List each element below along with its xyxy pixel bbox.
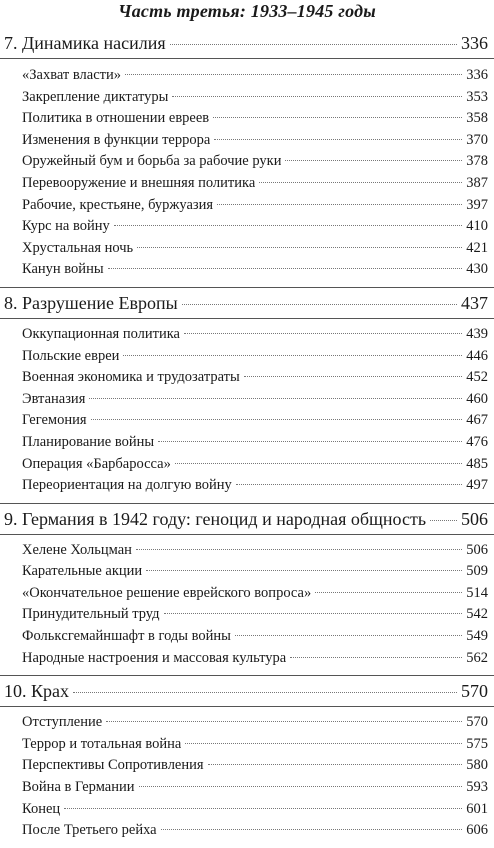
dot-leader xyxy=(214,139,462,140)
section-title: Изменения в функции террора xyxy=(22,131,211,148)
section-page-number: 542 xyxy=(466,606,488,623)
section-entry[interactable] xyxy=(0,626,494,648)
section-entry[interactable] xyxy=(0,410,494,432)
dot-leader xyxy=(217,204,462,205)
part-title: Часть третья: 1933–1945 годы xyxy=(118,1,376,21)
section-title: Переориентация на долгую войну xyxy=(22,477,232,494)
dot-leader xyxy=(213,117,462,118)
chapter-title: 7. Динамика насилия xyxy=(4,33,166,53)
section-list xyxy=(0,535,494,676)
section-title: «Окончательное решение еврейского вопроса» xyxy=(22,584,312,601)
section-entry[interactable] xyxy=(0,324,494,346)
section-entry[interactable] xyxy=(0,367,494,389)
section-list xyxy=(0,319,494,503)
section-page-number: 575 xyxy=(466,735,488,752)
section-title: Террор и тотальная война xyxy=(22,735,182,752)
dot-leader xyxy=(137,247,462,248)
section-entry[interactable] xyxy=(0,454,494,476)
section-entry[interactable] xyxy=(0,712,494,734)
section-entry[interactable] xyxy=(0,583,494,605)
section-page-number: 506 xyxy=(466,541,488,558)
section-entry[interactable] xyxy=(0,108,494,130)
dot-leader xyxy=(106,721,462,722)
section-page-number: 593 xyxy=(466,779,488,796)
section-entry[interactable] xyxy=(0,799,494,821)
section-title: Хелене Хольцман xyxy=(22,541,132,558)
section-entry[interactable] xyxy=(0,777,494,799)
table-of-contents xyxy=(0,28,494,848)
section-title: Перевооружение и внешняя политика xyxy=(22,174,256,191)
section-title: Народные настроения и массовая культура xyxy=(22,649,287,666)
chapter-page-number: 336 xyxy=(461,33,488,53)
chapter-block xyxy=(0,28,494,288)
dot-leader xyxy=(175,463,462,464)
section-page-number: 452 xyxy=(466,369,488,386)
section-page-number: 378 xyxy=(466,153,488,170)
section-title: Перспективы Сопротивления xyxy=(22,757,204,774)
dot-leader xyxy=(244,376,463,377)
chapter-entry[interactable] xyxy=(0,28,494,59)
section-title: Гегемония xyxy=(22,412,87,429)
section-title: Канун войны xyxy=(22,261,104,278)
dot-leader xyxy=(315,592,462,593)
chapter-entry[interactable] xyxy=(0,504,494,535)
section-title: Отступление xyxy=(22,714,103,731)
section-page-number: 336 xyxy=(466,67,488,83)
chapter-block xyxy=(0,676,494,848)
section-page-number: 509 xyxy=(466,563,488,580)
chapter-title: 8. Разрушение Европы xyxy=(4,292,178,313)
section-entry[interactable] xyxy=(0,561,494,583)
dot-leader xyxy=(114,225,463,226)
chapter-entry[interactable] xyxy=(0,676,494,707)
section-page-number: 410 xyxy=(466,218,488,235)
dot-leader xyxy=(136,549,462,550)
dot-leader xyxy=(125,74,462,75)
section-title: Закрепление диктатуры xyxy=(22,88,169,105)
section-entry[interactable] xyxy=(0,238,494,260)
dot-leader xyxy=(290,657,462,658)
section-entry[interactable] xyxy=(0,216,494,238)
section-entry[interactable] xyxy=(0,648,494,670)
dot-leader xyxy=(73,692,457,693)
dot-leader xyxy=(235,635,462,636)
section-page-number: 606 xyxy=(466,822,488,839)
section-title: Рабочие, крестьяне, буржуазия xyxy=(22,196,214,213)
dot-leader xyxy=(430,520,457,521)
section-page-number: 353 xyxy=(466,88,488,105)
dot-leader xyxy=(184,333,462,334)
chapter-block xyxy=(0,288,494,504)
chapter-page-number: 570 xyxy=(461,681,488,702)
section-page-number: 397 xyxy=(466,196,488,213)
section-title: Принудительный труд xyxy=(22,606,160,623)
section-entry[interactable] xyxy=(0,820,494,842)
chapter-title: 9. Германия в 1942 году: геноцид и народная общность xyxy=(4,508,427,529)
dot-leader xyxy=(185,743,462,744)
section-title: Эвтаназия xyxy=(22,390,86,407)
dot-leader xyxy=(285,160,462,161)
section-entry[interactable] xyxy=(0,540,494,562)
section-entry[interactable] xyxy=(0,389,494,411)
section-entry[interactable] xyxy=(0,755,494,777)
section-entry[interactable] xyxy=(0,346,494,368)
dot-leader xyxy=(161,829,463,830)
section-page-number: 446 xyxy=(466,347,488,364)
section-page-number: 358 xyxy=(466,110,488,127)
section-title: После Третьего рейха xyxy=(22,822,157,839)
section-entry[interactable] xyxy=(0,475,494,497)
section-page-number: 570 xyxy=(466,714,488,731)
dot-leader xyxy=(182,304,457,305)
section-entry[interactable] xyxy=(0,734,494,756)
chapter-page-number: 506 xyxy=(461,508,488,529)
section-page-number: 370 xyxy=(466,131,488,148)
section-page-number: 421 xyxy=(466,239,488,256)
dot-leader xyxy=(123,355,462,356)
section-title: Война в Германии xyxy=(22,779,135,796)
section-page-number: 467 xyxy=(466,412,488,429)
chapter-title: 10. Крах xyxy=(4,681,69,702)
dot-leader xyxy=(64,808,462,809)
section-page-number: 514 xyxy=(466,584,488,601)
dot-leader xyxy=(164,613,463,614)
chapter-page-number: 437 xyxy=(461,292,488,313)
section-title: Политика в отношении евреев xyxy=(22,110,210,127)
section-page-number: 476 xyxy=(466,433,488,450)
section-entry[interactable] xyxy=(0,87,494,109)
section-title: Фолькcгемайншафт в годы войны xyxy=(22,628,231,645)
chapter-entry[interactable] xyxy=(0,288,494,319)
dot-leader xyxy=(89,398,462,399)
section-entry[interactable] xyxy=(0,151,494,173)
section-title: Оккупационная политика xyxy=(22,325,180,342)
dot-leader xyxy=(91,419,463,420)
dot-leader xyxy=(236,484,463,485)
section-entry[interactable] xyxy=(0,259,494,281)
section-page-number: 485 xyxy=(466,455,488,472)
section-page-number: 387 xyxy=(466,174,488,191)
section-entry[interactable] xyxy=(0,130,494,152)
section-title: Операция «Барбаросса» xyxy=(22,455,171,472)
section-page-number: 430 xyxy=(466,261,488,278)
section-page-number: 580 xyxy=(466,757,488,774)
dot-leader xyxy=(139,786,463,787)
section-title: Военная экономика и трудозатраты xyxy=(22,369,240,386)
section-page-number: 601 xyxy=(466,800,488,817)
section-entry[interactable] xyxy=(0,173,494,195)
dot-leader xyxy=(259,182,462,183)
section-list xyxy=(0,707,494,848)
section-title: Хрустальная ночь xyxy=(22,239,134,256)
dot-leader xyxy=(158,441,462,442)
section-title: Планирование войны xyxy=(22,433,155,450)
section-entry[interactable] xyxy=(0,195,494,217)
dot-leader xyxy=(170,44,457,45)
section-page-number: 497 xyxy=(466,477,488,494)
section-entry[interactable] xyxy=(0,65,494,87)
dot-leader xyxy=(146,570,462,571)
section-page-number: 439 xyxy=(466,325,488,342)
dot-leader xyxy=(172,96,462,97)
section-title: Карательные акции xyxy=(22,563,143,580)
section-title: Польские евреи xyxy=(22,347,120,364)
section-title: Курс на войну xyxy=(22,218,110,235)
section-title: Оружейный бум и борьба за рабочие руки xyxy=(22,153,282,170)
section-list xyxy=(0,59,494,287)
dot-leader xyxy=(208,764,463,765)
section-entry[interactable] xyxy=(0,604,494,626)
section-page-number: 562 xyxy=(466,649,488,666)
section-entry[interactable] xyxy=(0,432,494,454)
section-page-number: 460 xyxy=(466,390,488,407)
chapter-block xyxy=(0,504,494,677)
section-title: Конец xyxy=(22,800,61,817)
section-title: «Захват власти» xyxy=(22,67,121,83)
section-page-number: 549 xyxy=(466,628,488,645)
dot-leader xyxy=(108,268,463,269)
